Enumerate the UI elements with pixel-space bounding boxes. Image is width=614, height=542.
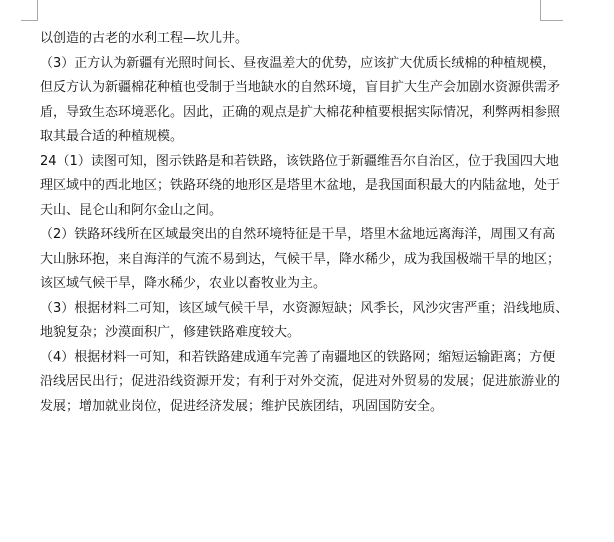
text-line-13: 地貌复杂；沙漠面积广，修建铁路难度较大。 <box>40 325 301 340</box>
text-line-12: （3）根据材料二可知，该区域气候干旱，水资源短缺；风季长，风沙灾害严重；沿线地质、 <box>40 300 569 316</box>
top-right-margin-mark <box>540 0 563 21</box>
text-line-4: 盾，导致生态环境恶化。因此，正确的观点是扩大棉花种植要根据实际情况，利弊两相参照 <box>40 104 561 120</box>
answer-text-block <box>40 27 576 419</box>
text-line-7: 理区域中的西北地区；铁路环绕的地形区是塔里木盆地，是我国面积最大的内陆盆地，处于 <box>40 178 561 193</box>
text-line-15: 沿线居民出行；促进沿线资源开发；有利于对外交流，促进对外贸易的发展；促进旅游业的 <box>40 374 561 389</box>
text-line-1: 以创造的古老的水利工程—坎儿井。 <box>40 31 249 46</box>
text-line-16: 发展；增加就业岗位，促进经济发展；维护民族团结，巩固国防安全。 <box>40 398 444 414</box>
text-line-3: 但反方认为新疆棉花种植也受制于当地缺水的自然环境，盲目扩大生产会加剧水资源供需矛 <box>40 80 561 95</box>
text-line-14: （4）根据材料一可知，和若铁路建成通车完善了南疆地区的铁路网；缩短运输距离；方便 <box>40 349 556 365</box>
text-line-2: （3）正方认为新疆有光照时间长、昼夜温差大的优势，应该扩大优质长绒棉的种植规模， <box>40 55 556 71</box>
text-line-6: 24（1）读图可知，图示铁路是和若铁路，该铁路位于新疆维吾尔自治区，位于我国四大地 <box>40 153 559 169</box>
text-line-9: （2）铁路环线所在区域最突出的自然环境特征是干旱，塔里木盆地远离海洋，周围又有高 <box>40 227 556 242</box>
text-line-5: 取其最合适的种植规模。 <box>40 129 184 144</box>
text-line-10: 大山脉环抱，来自海洋的气流不易到达，气候干旱，降水稀少，成为我国极端干旱的地区； <box>40 251 561 267</box>
text-line-11: 该区域气候干旱，降水稀少，农业以畜牧业为主。 <box>40 276 327 291</box>
top-left-margin-mark <box>21 0 38 21</box>
text-line-8: 天山、昆仑山和阿尔金山之间。 <box>40 202 223 218</box>
